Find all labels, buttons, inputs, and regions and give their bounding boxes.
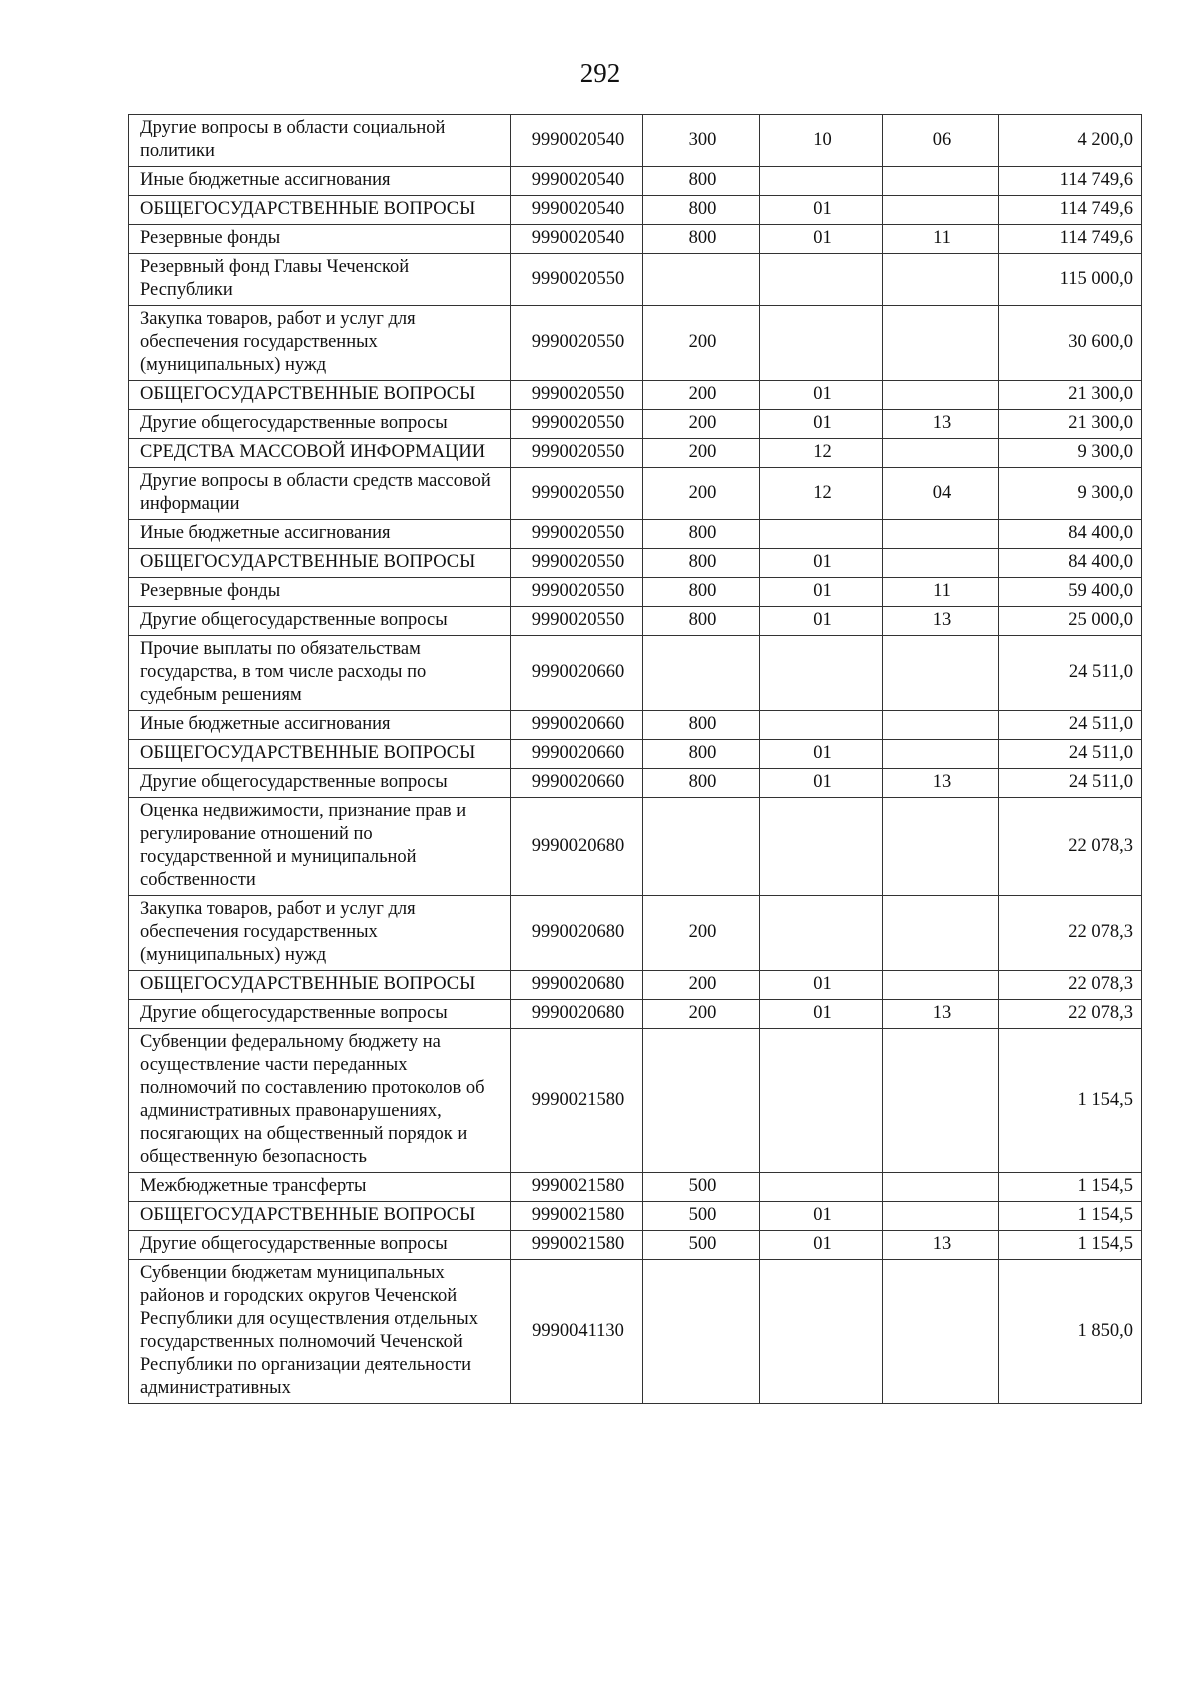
table-row: [129, 254, 1142, 306]
subsection-cell: [883, 167, 999, 196]
subsection-cell: [883, 798, 999, 896]
subsection-cell: [883, 1173, 999, 1202]
expense-name-cell: ОБЩЕГОСУДАРСТВЕННЫЕ ВОПРОСЫ: [129, 740, 511, 769]
table-row: [129, 740, 1142, 769]
subsection-cell: 11: [883, 225, 999, 254]
expense-type-cell: [643, 1260, 760, 1404]
expense-type-cell: 800: [643, 578, 760, 607]
amount-cell: 21 300,0: [999, 381, 1142, 410]
expense-type-cell: 800: [643, 740, 760, 769]
section-cell: 10: [760, 115, 883, 167]
amount-cell: 114 749,6: [999, 196, 1142, 225]
section-cell: [760, 636, 883, 711]
table-row: [129, 711, 1142, 740]
section-cell: [760, 798, 883, 896]
expense-type-cell: 800: [643, 196, 760, 225]
expense-name-cell: ОБЩЕГОСУДАРСТВЕННЫЕ ВОПРОСЫ: [129, 196, 511, 225]
target-article-code-cell: 9990020550: [511, 254, 643, 306]
target-article-code-cell: 9990020680: [511, 971, 643, 1000]
section-cell: [760, 1029, 883, 1173]
target-article-code-cell: 9990020540: [511, 167, 643, 196]
subsection-cell: [883, 740, 999, 769]
subsection-cell: 13: [883, 1000, 999, 1029]
table-row: [129, 439, 1142, 468]
target-article-code-cell: 9990041130: [511, 1260, 643, 1404]
table-row: [129, 1029, 1142, 1173]
subsection-cell: [883, 381, 999, 410]
expense-type-cell: [643, 798, 760, 896]
section-cell: 12: [760, 468, 883, 520]
target-article-code-cell: 9990020680: [511, 896, 643, 971]
subsection-cell: 06: [883, 115, 999, 167]
table-row: [129, 520, 1142, 549]
target-article-code-cell: 9990020660: [511, 740, 643, 769]
target-article-code-cell: 9990020680: [511, 1000, 643, 1029]
expense-name-cell: ОБЩЕГОСУДАРСТВЕННЫЕ ВОПРОСЫ: [129, 381, 511, 410]
subsection-cell: [883, 439, 999, 468]
subsection-cell: [883, 1260, 999, 1404]
target-article-code-cell: 9990020550: [511, 549, 643, 578]
expense-type-cell: 300: [643, 115, 760, 167]
target-article-code-cell: 9990020540: [511, 196, 643, 225]
expense-type-cell: 200: [643, 468, 760, 520]
subsection-cell: [883, 306, 999, 381]
expense-name-cell: Другие общегосударственные вопросы: [129, 607, 511, 636]
expense-type-cell: 200: [643, 381, 760, 410]
expense-name-cell: Оценка недвижимости, признание прав и регулирование отношений по государственной и муниципальной собственности: [129, 798, 511, 896]
expense-name-cell: Межбюджетные трансферты: [129, 1173, 511, 1202]
section-cell: 01: [760, 740, 883, 769]
section-cell: [760, 711, 883, 740]
target-article-code-cell: 9990020660: [511, 636, 643, 711]
subsection-cell: [883, 971, 999, 1000]
target-article-code-cell: 9990020550: [511, 439, 643, 468]
target-article-code-cell: 9990021580: [511, 1202, 643, 1231]
table-row: [129, 1000, 1142, 1029]
expense-name-cell: Резервные фонды: [129, 578, 511, 607]
expense-type-cell: 500: [643, 1173, 760, 1202]
subsection-cell: [883, 520, 999, 549]
expense-type-cell: 800: [643, 225, 760, 254]
target-article-code-cell: 9990020660: [511, 769, 643, 798]
target-article-code-cell: 9990020680: [511, 798, 643, 896]
table-row: [129, 798, 1142, 896]
section-cell: 01: [760, 971, 883, 1000]
expense-type-cell: 800: [643, 167, 760, 196]
table-row: [129, 971, 1142, 1000]
expense-type-cell: 200: [643, 896, 760, 971]
amount-cell: 21 300,0: [999, 410, 1142, 439]
table-row: [129, 196, 1142, 225]
table-row: [129, 1173, 1142, 1202]
expense-name-cell: Иные бюджетные ассигнования: [129, 520, 511, 549]
amount-cell: 24 511,0: [999, 711, 1142, 740]
expense-type-cell: [643, 1029, 760, 1173]
amount-cell: 115 000,0: [999, 254, 1142, 306]
target-article-code-cell: 9990021580: [511, 1231, 643, 1260]
expense-name-cell: Другие общегосударственные вопросы: [129, 1000, 511, 1029]
table-row: [129, 225, 1142, 254]
expense-name-cell: СРЕДСТВА МАССОВОЙ ИНФОРМАЦИИ: [129, 439, 511, 468]
table-row: [129, 769, 1142, 798]
section-cell: 01: [760, 1202, 883, 1231]
expense-name-cell: Другие общегосударственные вопросы: [129, 410, 511, 439]
amount-cell: 25 000,0: [999, 607, 1142, 636]
section-cell: 01: [760, 410, 883, 439]
target-article-code-cell: 9990020550: [511, 607, 643, 636]
section-cell: 01: [760, 549, 883, 578]
expense-type-cell: 200: [643, 306, 760, 381]
expense-type-cell: 200: [643, 971, 760, 1000]
expense-name-cell: Субвенции федеральному бюджету на осуществление части переданных полномочий по составлению протоколов об административных правонарушениях, посягающих на общественный порядок и общественную безопасность: [129, 1029, 511, 1173]
table-row: [129, 306, 1142, 381]
target-article-code-cell: 9990020660: [511, 711, 643, 740]
section-cell: 01: [760, 381, 883, 410]
target-article-code-cell: 9990021580: [511, 1173, 643, 1202]
amount-cell: 114 749,6: [999, 225, 1142, 254]
amount-cell: 4 200,0: [999, 115, 1142, 167]
target-article-code-cell: 9990020550: [511, 578, 643, 607]
expense-name-cell: Резервный фонд Главы Чеченской Республики: [129, 254, 511, 306]
section-cell: 01: [760, 607, 883, 636]
amount-cell: 9 300,0: [999, 439, 1142, 468]
amount-cell: 84 400,0: [999, 520, 1142, 549]
subsection-cell: 13: [883, 410, 999, 439]
expense-name-cell: Закупка товаров, работ и услуг для обеспечения государственных (муниципальных) нужд: [129, 896, 511, 971]
section-cell: [760, 1173, 883, 1202]
amount-cell: 1 154,5: [999, 1029, 1142, 1173]
amount-cell: 30 600,0: [999, 306, 1142, 381]
subsection-cell: 13: [883, 769, 999, 798]
subsection-cell: [883, 896, 999, 971]
table-row: [129, 549, 1142, 578]
subsection-cell: [883, 196, 999, 225]
expense-type-cell: 800: [643, 607, 760, 636]
table-row: [129, 410, 1142, 439]
amount-cell: 59 400,0: [999, 578, 1142, 607]
target-article-code-cell: 9990021580: [511, 1029, 643, 1173]
subsection-cell: [883, 711, 999, 740]
section-cell: 01: [760, 225, 883, 254]
budget-table: [128, 114, 1142, 1404]
subsection-cell: [883, 1202, 999, 1231]
page-number: 292: [579, 58, 621, 88]
expense-name-cell: Другие общегосударственные вопросы: [129, 769, 511, 798]
section-cell: 01: [760, 1231, 883, 1260]
expense-name-cell: Иные бюджетные ассигнования: [129, 711, 511, 740]
expense-name-cell: Закупка товаров, работ и услуг для обеспечения государственных (муниципальных) нужд: [129, 306, 511, 381]
section-cell: 12: [760, 439, 883, 468]
section-cell: 01: [760, 196, 883, 225]
expense-name-cell: ОБЩЕГОСУДАРСТВЕННЫЕ ВОПРОСЫ: [129, 549, 511, 578]
table-row: [129, 167, 1142, 196]
target-article-code-cell: 9990020540: [511, 225, 643, 254]
expense-name-cell: Субвенции бюджетам муниципальных районов и городских округов Чеченской Республики для осуществления отдельных государственных полномочий Чеченской Республики по организации деятельности административных: [129, 1260, 511, 1404]
expense-name-cell: ОБЩЕГОСУДАРСТВЕННЫЕ ВОПРОСЫ: [129, 971, 511, 1000]
subsection-cell: 04: [883, 468, 999, 520]
target-article-code-cell: 9990020550: [511, 520, 643, 549]
amount-cell: 84 400,0: [999, 549, 1142, 578]
expense-type-cell: [643, 636, 760, 711]
subsection-cell: [883, 549, 999, 578]
amount-cell: 24 511,0: [999, 769, 1142, 798]
target-article-code-cell: 9990020550: [511, 381, 643, 410]
expense-type-cell: 800: [643, 520, 760, 549]
table-row: [129, 381, 1142, 410]
amount-cell: 1 154,5: [999, 1231, 1142, 1260]
section-cell: 01: [760, 769, 883, 798]
expense-name-cell: ОБЩЕГОСУДАРСТВЕННЫЕ ВОПРОСЫ: [129, 1202, 511, 1231]
section-cell: [760, 896, 883, 971]
budget-table-body: [129, 115, 1142, 1404]
expense-type-cell: 500: [643, 1231, 760, 1260]
target-article-code-cell: 9990020550: [511, 410, 643, 439]
expense-name-cell: Другие общегосударственные вопросы: [129, 1231, 511, 1260]
amount-cell: 114 749,6: [999, 167, 1142, 196]
section-cell: 01: [760, 1000, 883, 1029]
table-row: [129, 1202, 1142, 1231]
subsection-cell: [883, 1029, 999, 1173]
subsection-cell: [883, 636, 999, 711]
section-cell: [760, 520, 883, 549]
amount-cell: 1 850,0: [999, 1260, 1142, 1404]
subsection-cell: 11: [883, 578, 999, 607]
table-row: [129, 607, 1142, 636]
expense-type-cell: 200: [643, 1000, 760, 1029]
amount-cell: 1 154,5: [999, 1202, 1142, 1231]
table-row: [129, 1231, 1142, 1260]
section-cell: [760, 254, 883, 306]
table-row: [129, 896, 1142, 971]
target-article-code-cell: 9990020540: [511, 115, 643, 167]
table-row: [129, 468, 1142, 520]
amount-cell: 1 154,5: [999, 1173, 1142, 1202]
target-article-code-cell: 9990020550: [511, 306, 643, 381]
expense-type-cell: [643, 254, 760, 306]
amount-cell: 22 078,3: [999, 1000, 1142, 1029]
expense-type-cell: 800: [643, 711, 760, 740]
table-row: [129, 578, 1142, 607]
expense-name-cell: Прочие выплаты по обязательствам государства, в том числе расходы по судебным решениям: [129, 636, 511, 711]
amount-cell: 22 078,3: [999, 896, 1142, 971]
target-article-code-cell: 9990020550: [511, 468, 643, 520]
amount-cell: 22 078,3: [999, 971, 1142, 1000]
subsection-cell: 13: [883, 607, 999, 636]
expense-name-cell: Иные бюджетные ассигнования: [129, 167, 511, 196]
amount-cell: 24 511,0: [999, 740, 1142, 769]
subsection-cell: 13: [883, 1231, 999, 1260]
table-row: [129, 115, 1142, 167]
expense-type-cell: 200: [643, 410, 760, 439]
amount-cell: 22 078,3: [999, 798, 1142, 896]
table-row: [129, 636, 1142, 711]
expense-type-cell: 200: [643, 439, 760, 468]
expense-type-cell: 800: [643, 769, 760, 798]
amount-cell: 9 300,0: [999, 468, 1142, 520]
expense-name-cell: Другие вопросы в области социальной политики: [129, 115, 511, 167]
table-row: [129, 1260, 1142, 1404]
amount-cell: 24 511,0: [999, 636, 1142, 711]
expense-name-cell: Другие вопросы в области средств массовой информации: [129, 468, 511, 520]
section-cell: [760, 306, 883, 381]
section-cell: [760, 167, 883, 196]
subsection-cell: [883, 254, 999, 306]
section-cell: 01: [760, 578, 883, 607]
expense-type-cell: 800: [643, 549, 760, 578]
expense-name-cell: Резервные фонды: [129, 225, 511, 254]
expense-type-cell: 500: [643, 1202, 760, 1231]
section-cell: [760, 1260, 883, 1404]
